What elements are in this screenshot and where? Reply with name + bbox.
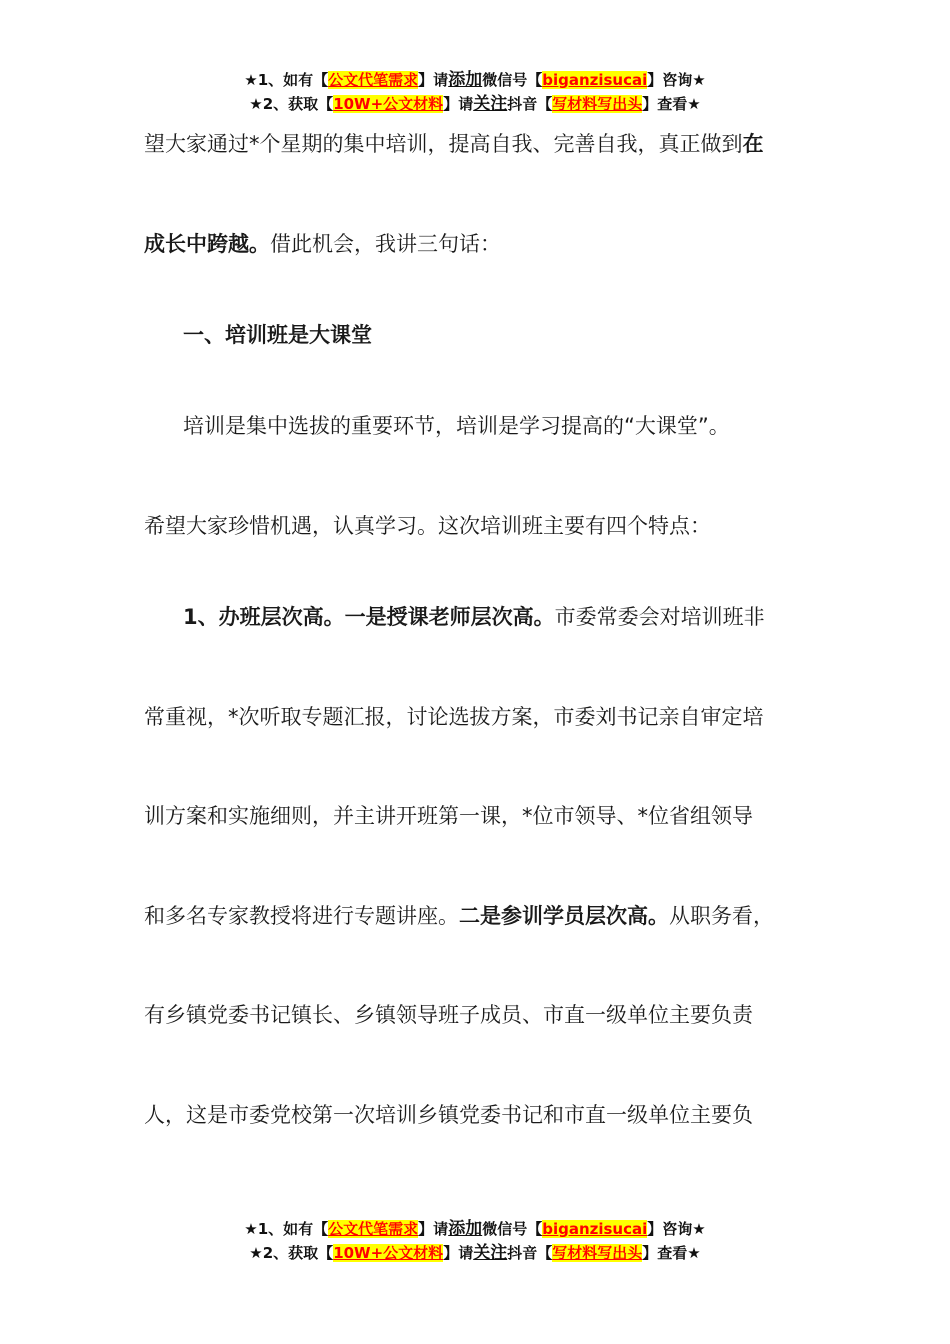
promo-highlight: 10W+公文材料 (333, 95, 444, 113)
promo-line-2: ★2、获取【10W+公文材料】请关注抖音【写材料写出头】查看★ (249, 94, 701, 114)
body-line: 和多名专家教授将进行专题讲座。二是参训学员层次高。从职务看， (144, 904, 774, 928)
section-heading: 一、培训班是大课堂 (183, 323, 372, 347)
douyin-id: 写材料写出头 (552, 95, 643, 113)
header-promo-banner (0, 68, 950, 116)
promo-line-1: ★1、如有【公文代笔需求】请添加微信号【biganzisucai】咨询★ (244, 70, 706, 90)
promo-highlight: 公文代笔需求 (328, 71, 419, 89)
promo-highlight: 10W+公文材料 (333, 1244, 444, 1262)
promo-line-1: ★1、如有【公文代笔需求】请添加微信号【biganzisucai】咨询★ (244, 1219, 706, 1239)
promo-line-2: ★2、获取【10W+公文材料】请关注抖音【写材料写出头】查看★ (249, 1243, 701, 1263)
body-line: 常重视，*次听取专题汇报，讨论选拔方案，市委刘书记亲自审定培 (144, 705, 764, 729)
body-line: 望大家通过*个星期的集中培训，提高自我、完善自我，真正做到在 (144, 132, 764, 156)
body-line: 成长中跨越。借此机会，我讲三句话： (144, 232, 501, 256)
body-line: 训方案和实施细则，并主讲开班第一课，*位市领导、*位省组领导 (144, 804, 753, 828)
body-line: 人，这是市委党校第一次培训乡镇党委书记和市直一级单位主要负 (144, 1103, 753, 1127)
body-line: 培训是集中选拔的重要环节，培训是学习提高的“大课堂”。 (183, 414, 730, 438)
body-line: 有乡镇党委书记镇长、乡镇领导班子成员、市直一级单位主要负责 (144, 1003, 753, 1027)
wechat-id: biganzisucai (542, 1220, 648, 1238)
body-line: 1、办班层次高。一是授课老师层次高。市委常委会对培训班非 (183, 605, 765, 629)
douyin-id: 写材料写出头 (552, 1244, 643, 1262)
body-line: 希望大家珍惜机遇，认真学习。这次培训班主要有四个特点： (144, 514, 711, 538)
promo-highlight: 公文代笔需求 (328, 1220, 419, 1238)
footer-promo-banner (0, 1217, 950, 1265)
wechat-id: biganzisucai (542, 71, 648, 89)
